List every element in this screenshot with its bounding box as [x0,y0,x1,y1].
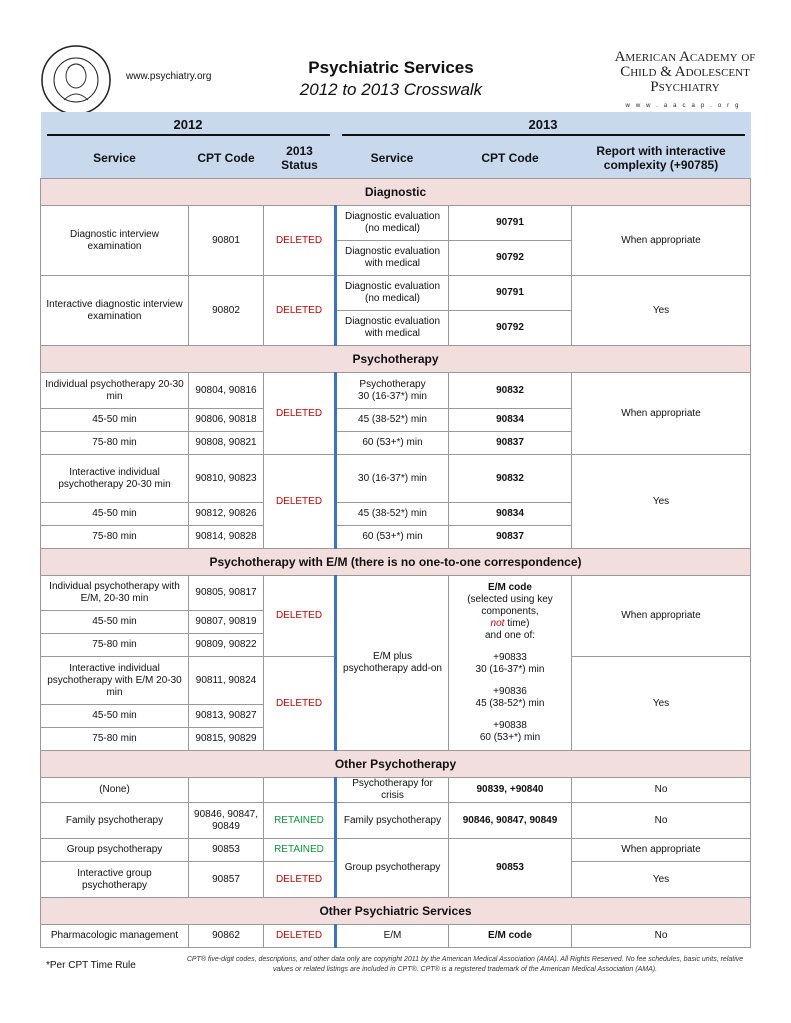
section-other-services: Other Psychiatric Services [41,898,751,925]
column-header-row [41,138,751,179]
col-report: Report with interactive complexity (+90785) [572,138,751,179]
table-row: (None) Psychotherapy for crisis 90839, +90840 No [41,778,751,803]
website-url[interactable]: www.psychiatry.org [126,71,212,82]
table-row: 75-80 min 90815, 90829 [41,728,751,751]
table-row: Group psychotherapy 90853 RETAINED Group psychotherapy 90853 When appropriate [41,839,751,862]
table-row: 45-50 min 90813, 90827 [41,705,751,728]
em-code-cell: E/M code (selected using key components, not time) and one of: +90833 30 (16-37*) min +90836 45 (38-52*) min +90838 60 (53+*) min [449,576,572,751]
aacap-line1: American Academy of [614,49,756,65]
section-other-psychotherapy: Other Psychotherapy [41,751,751,778]
table-row: Diagnostic interview examination 90801 DELETED Diagnostic evaluation (no medical) 90791 When appropriate [41,206,751,241]
table-row: Pharmacologic management 90862 DELETED E/M E/M code No [41,925,751,948]
status-badge: RETAINED [264,839,336,862]
year-row [41,112,751,138]
col-cpt-2013: CPT Code [449,138,572,179]
table-row: 45-50 min 90812, 90826 45 (38-52*) min 90834 [41,503,751,526]
crosswalk-table [40,112,751,948]
table-row: 75-80 min 90808, 90821 60 (53+*) min 90837 [41,432,751,455]
table-row: Interactive individual psychotherapy 20-30 min 90810, 90823 DELETED 30 (16-37*) min 90832 Yes [41,455,751,503]
aacap-line3: Psychiatry [650,79,720,95]
aacap-line2: Child & Adolescent [620,64,750,80]
section-psychotherapy-em: Psychotherapy with E/M (there is no one-to-one correspondence) [41,549,751,576]
table-row: 45-50 min 90807, 90819 [41,611,751,634]
status-badge: DELETED [264,206,336,276]
status-badge: DELETED [264,373,336,455]
title-main: Psychiatric Services [308,58,474,77]
apa-logo [40,44,112,116]
table-row: Interactive individual psychotherapy with E/M 20-30 min 90811, 90824 DELETED Yes [41,657,751,705]
status-badge: RETAINED [264,803,336,839]
table-row: 45-50 min 90806, 90818 45 (38-52*) min 90834 [41,409,751,432]
table-row: Individual psychotherapy with E/M, 20-30 min 90805, 90817 DELETED E/M plus psychotherapy add-on E/M code (selected using key components, not time) and one of: +90833 30 (16-37*) min +90836 45 (38-52*) min +90838 60 (53+*) min When appropriate [41,576,751,611]
status-badge: DELETED [264,925,336,948]
status-badge: DELETED [264,276,336,346]
aacap-url[interactable]: www.aacap.org [625,103,745,109]
status-badge: DELETED [264,657,336,751]
table-row: Family psychotherapy 90846, 90847, 90849 RETAINED Family psychotherapy 90846, 90847, 90849 No [41,803,751,839]
col-service: Service [41,138,189,179]
table-row: Individual psychotherapy 20-30 min 90804, 90816 DELETED Psychotherapy 30 (16-37*) min 90832 When appropriate [41,373,751,409]
status-badge: DELETED [264,455,336,549]
section-psychotherapy: Psychotherapy [41,346,751,373]
title-sub: 2012 to 2013 Crosswalk [299,80,483,99]
crosswalk-sheet [40,112,750,948]
aacap-logo [610,50,760,114]
table-row: Interactive diagnostic interview examination 90802 DELETED Diagnostic evaluation (no medical) 90791 Yes [41,276,751,311]
year-2012: 2012 [41,112,336,138]
table-row: 75-80 min 90809, 90822 [41,634,751,657]
table-row: Diagnostic evaluation with medical 90792 [41,311,751,346]
year-2013: 2013 [336,112,751,138]
table-row: Diagnostic evaluation with medical 90792 [41,241,751,276]
table-row: 75-80 min 90814, 90828 60 (53+*) min 90837 [41,526,751,549]
col-cpt: CPT Code [189,138,264,179]
table-row: Interactive group psychotherapy 90857 DELETED Yes [41,862,751,898]
col-service-2013: Service [336,138,449,179]
copyright-notice: CPT® five-digit codes, descriptions, and other data only are copyright 2011 by the American Medical Association (AMA). All Rights Reserved. No fee schedules, basic units, relative values or related listings are included in CPT®. CPT® is a registered trademark of the American Medical Association (AMA). [186,956,744,973]
status-badge: DELETED [264,862,336,898]
section-diagnostic: Diagnostic [41,179,751,206]
footnote: *Per CPT Time Rule [46,960,136,971]
status-badge: DELETED [264,576,336,657]
col-status: 2013 Status [264,138,336,179]
page-title [250,58,532,100]
